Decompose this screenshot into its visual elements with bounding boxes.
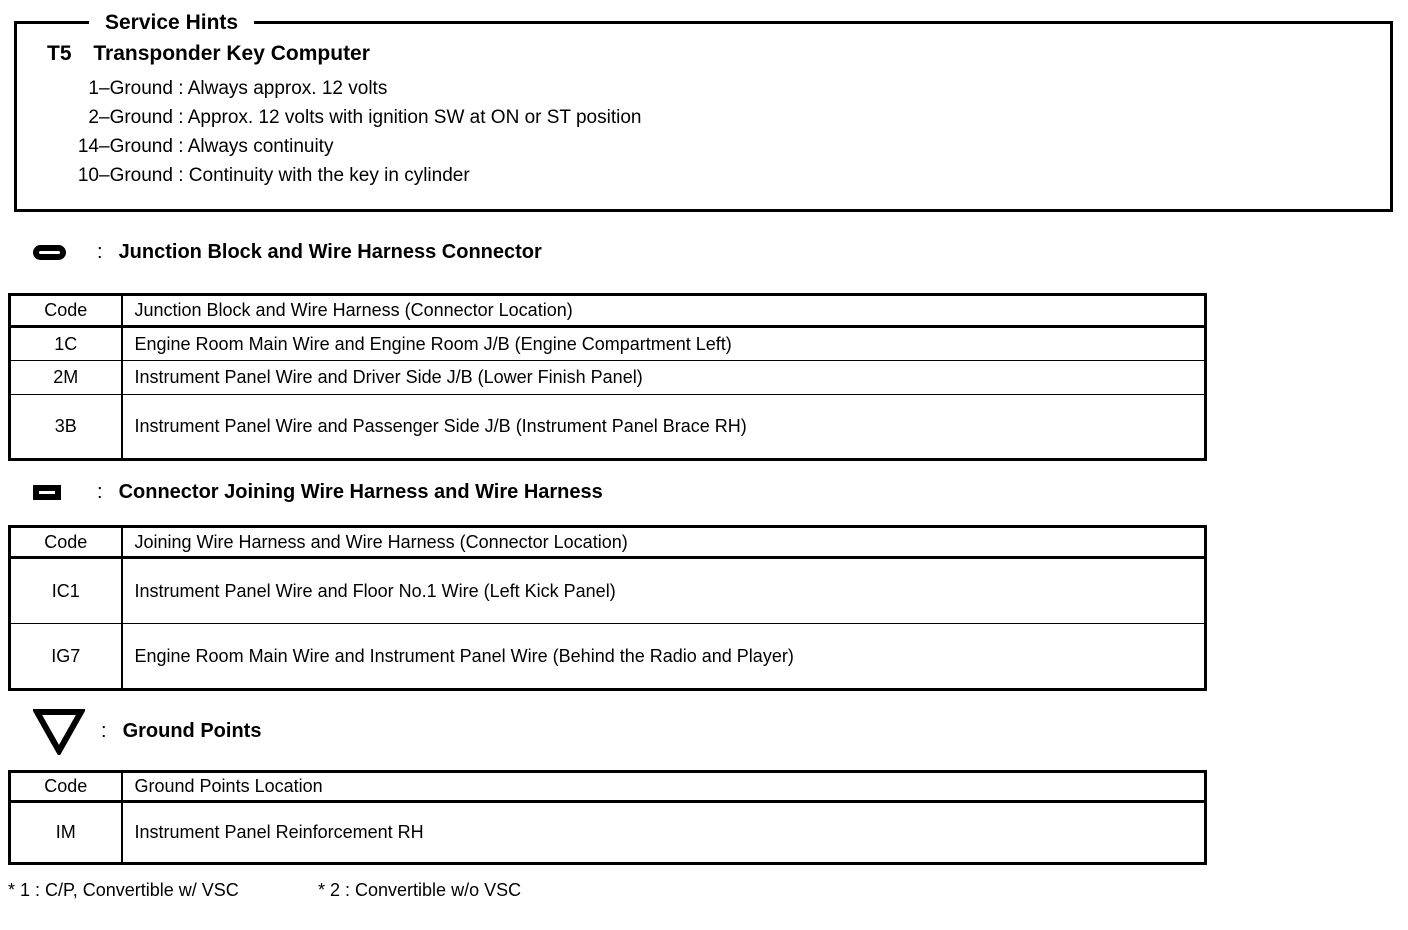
table-cell-code: 2M <box>10 361 122 395</box>
table-row <box>10 395 1206 460</box>
pin-number: 2 <box>88 107 99 128</box>
table-cell-code: IC1 <box>10 558 122 624</box>
section-title: Junction Block and Wire Harness Connector <box>118 241 542 263</box>
table-cell-code: IG7 <box>10 624 122 690</box>
component-heading <box>47 42 1370 66</box>
pin-line <box>47 161 1370 190</box>
pin-number: 1 <box>88 78 99 99</box>
component-code: T5 <box>47 42 72 65</box>
table-row <box>10 327 1206 361</box>
table-cell-code: 3B <box>10 395 122 460</box>
pin-line <box>47 132 1370 161</box>
connector-table <box>8 525 1207 691</box>
connector-joining-section-heading <box>33 481 603 504</box>
pin-description: –Ground : Approx. 12 volts with ignition SW at ON or ST position <box>99 107 642 128</box>
table-cell-description: Instrument Panel Wire and Driver Side J/B (Lower Finish Panel) <box>122 361 1206 395</box>
table-cell-description: Instrument Panel Wire and Passenger Side J/B (Instrument Panel Brace RH) <box>122 395 1206 460</box>
junction-table <box>8 293 1207 461</box>
table-header-code: Code <box>10 295 122 327</box>
table-cell-description: Engine Room Main Wire and Engine Room J/B (Engine Compartment Left) <box>122 327 1206 361</box>
service-hints-content <box>17 24 1390 190</box>
table-cell-description: Instrument Panel Wire and Floor No.1 Wire (Left Kick Panel) <box>122 558 1206 624</box>
ground-table <box>8 770 1207 865</box>
table-header-location: Junction Block and Wire Harness (Connector Location) <box>122 295 1206 327</box>
junction-block-section-heading <box>33 241 542 264</box>
pin-number: 14 <box>77 136 99 157</box>
footnote-2: * 2 : Convertible w/o VSC <box>318 880 522 900</box>
pin-description: –Ground : Always continuity <box>99 136 334 157</box>
table-header-location: Joining Wire Harness and Wire Harness (Connector Location) <box>122 527 1206 558</box>
section-colon: : <box>97 481 103 503</box>
section-title: Ground Points <box>122 720 262 742</box>
component-name: Transponder Key Computer <box>93 42 370 65</box>
ground-points-section-heading <box>33 708 261 755</box>
table-row <box>10 802 1206 864</box>
table-cell-code: IM <box>10 802 122 864</box>
service-hints-box <box>14 11 1393 212</box>
pin-description: –Ground : Continuity with the key in cylinder <box>99 165 470 186</box>
section-colon: : <box>97 241 103 263</box>
table-header-location: Ground Points Location <box>122 772 1206 802</box>
table-row <box>10 624 1206 690</box>
junction-block-icon <box>33 245 66 260</box>
table-cell-description: Instrument Panel Reinforcement RH <box>122 802 1206 864</box>
table-row <box>10 558 1206 624</box>
section-colon: : <box>101 720 107 742</box>
connector-square-icon <box>33 485 61 500</box>
ground-triangle-icon <box>33 708 85 755</box>
table-row <box>10 361 1206 395</box>
table-cell-description: Engine Room Main Wire and Instrument Panel Wire (Behind the Radio and Player) <box>122 624 1206 690</box>
footnote-1: * 1 : C/P, Convertible w/ VSC <box>8 880 239 900</box>
service-hints-label: Service Hints <box>89 10 254 35</box>
table-cell-code: 1C <box>10 327 122 361</box>
table-header-code: Code <box>10 772 122 802</box>
section-title: Connector Joining Wire Harness and Wire Harness <box>118 481 603 503</box>
pin-line <box>47 74 1370 103</box>
table-header-code: Code <box>10 527 122 558</box>
pin-number: 10 <box>77 165 99 186</box>
pin-description: –Ground : Always approx. 12 volts <box>99 78 388 99</box>
pin-line <box>47 103 1370 132</box>
